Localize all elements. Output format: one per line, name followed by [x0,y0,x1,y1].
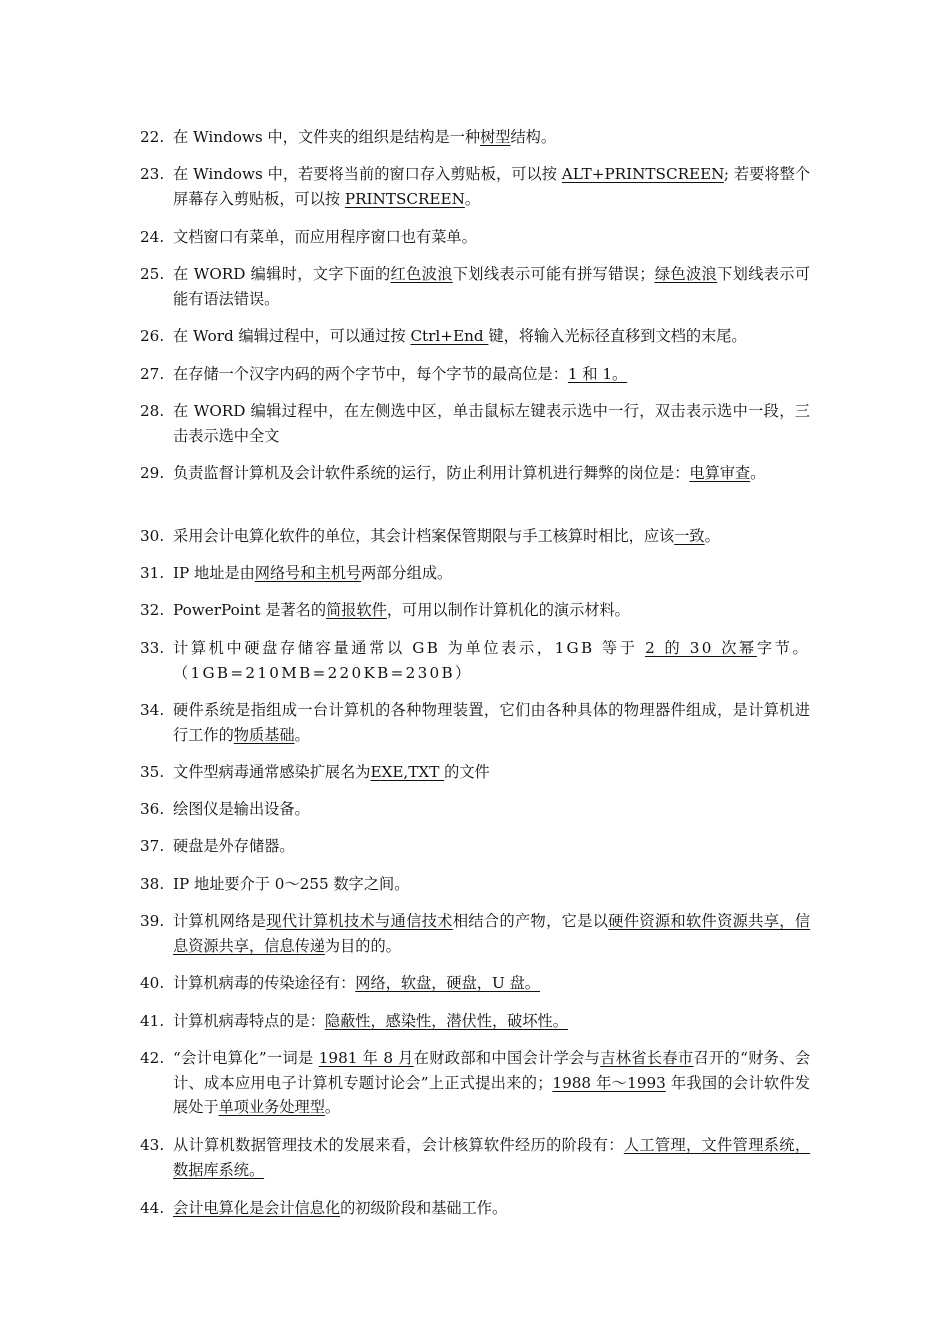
text-segment: 的初级阶段和基础工作。 [340,1199,508,1217]
item-text [173,524,810,549]
text-segment: 在存储一个汉字内码的两个字节中，每个字节的最高位是： [173,365,568,383]
text-segment: 采用会计电算化软件的单位，其会计档案保管期限与手工核算时相比，应该 [173,527,675,545]
list-item [140,362,810,387]
list-item [140,909,810,958]
text-segment: 下划线表示可能有拼写错误； [452,265,655,283]
text-segment: PowerPoint 是著名的 [173,601,327,619]
item-text [173,698,810,747]
answer-underline: 单项业务处理型 [218,1098,325,1116]
answer-underline: 电算审查 [689,464,751,482]
text-segment: 在 Word 编辑过程中，可以通过按 [173,327,411,345]
item-number: 22. [140,128,165,146]
text-segment: ; 若要将整个屏幕存入剪贴板，可以按 [173,165,811,208]
answer-underline: Ctrl+End [410,327,489,345]
list-item [140,598,810,623]
list-item [140,971,810,996]
item-text [173,636,810,685]
text-segment: 计算机病毒特点的是： [173,1012,325,1030]
text-segment: 从计算机数据管理技术的发展来看，会计核算软件经历的阶段有： [173,1136,624,1154]
text-segment: IP 地址要介于 0～255 数字之间。 [173,875,410,893]
item-text [173,598,810,623]
text-segment: 硬件系统是指组成一台计算机的各种物理装置，它们由各种具体的物理器件组成，是计算机进行工作的 [173,701,810,744]
answer-underline: 现代计算机技术与通信技术 [266,912,453,930]
item-number: 38. [140,875,165,893]
item-text [173,1133,810,1182]
list-item [140,872,810,897]
list-item [140,797,810,822]
answer-underline: 硬件资源和软件资源共享，信息资源共享，信息传递 [173,912,811,955]
item-number: 36. [140,800,165,818]
text-segment: 计算机中硬盘存储容量通常以 GB 为单位表示，1GB 等于 [173,639,646,657]
answer-underline: 树型 [480,128,511,146]
text-segment: 在 Windows 中，若要将当前的窗口存入剪贴板，可以按 [173,165,562,183]
item-number: 39. [140,912,165,930]
answer-underline: ALT+PRINTSCREEN [561,165,724,183]
item-text [173,1046,810,1120]
answer-underline: 1981 年 8 月 [318,1049,414,1067]
text-segment: 硬盘是外存储器。 [173,837,295,855]
item-number: 30. [140,527,165,545]
text-segment: 文档窗口有菜单，而应用程序窗口也有菜单。 [173,228,477,246]
item-text [173,909,810,958]
item-number: 29. [140,464,165,482]
answer-underline: 隐蔽性，感染性，潜伏性，破坏性。 [324,1012,568,1030]
item-number: 32. [140,601,165,619]
item-text [173,561,810,586]
text-segment: 计算机病毒的传染途径有： [173,974,356,992]
list-item [140,461,810,486]
item-number: 34. [140,701,165,719]
list-item [140,125,810,150]
item-number: 44. [140,1199,165,1217]
text-segment: ，可用以制作计算机化的演示材料。 [386,601,630,619]
item-number: 27. [140,365,165,383]
item-text [173,399,810,448]
list-item [140,262,810,311]
item-number: 41. [140,1012,165,1030]
item-text [173,1009,810,1034]
answer-underline: 红色波浪 [390,265,453,283]
text-segment: 键，将输入光标径直移到文档的末尾。 [488,327,747,345]
list-item [140,636,810,685]
item-number: 33. [140,639,165,657]
item-number: 24. [140,228,165,246]
text-segment: 在 WORD 编辑时，文字下面的 [173,265,391,283]
item-text [173,225,810,250]
answer-underline: 网络号和主机号 [254,564,362,582]
item-number: 25. [140,265,165,283]
item-text [173,362,810,387]
item-text [173,834,810,859]
text-segment: 相结合的产物，它是以 [452,912,609,930]
item-number: 35. [140,763,165,781]
text-segment: 年我国的会计软件发展处于 [173,1073,811,1116]
text-segment: 在 WORD 编辑过程中，在左侧选中区，单击鼠标左键表示选中一行，双击表示选中一段，三击表示选中全文 [173,402,810,445]
list-item [140,561,810,586]
item-number: 43. [140,1136,165,1154]
answer-underline: 简报软件 [326,601,387,619]
list-item [140,834,810,859]
text-segment: 。 [704,527,720,545]
answer-underline: 人工管理，文件管理系统，数据库系统。 [173,1136,811,1179]
item-text [173,324,810,349]
text-segment: 计算机网络是 [173,912,267,930]
answer-underline: PRINTSCREEN [344,189,465,208]
item-text [173,461,810,486]
item-text [173,971,810,996]
item-text [173,872,810,897]
list-item [140,324,810,349]
item-text [173,125,810,150]
item-number: 37. [140,837,165,855]
item-text [173,797,810,822]
item-number: 28. [140,402,165,420]
item-number: 31. [140,564,165,582]
text-segment: 文件型病毒通常感染扩展名为 [173,763,371,781]
text-segment: 在 Windows 中，文件夹的组织是结构是一种 [173,128,481,146]
text-segment: 。 [294,725,310,744]
answer-underline: 2 的 30 次幂 [645,639,757,657]
item-number: 42. [140,1049,165,1067]
text-segment: 结构。 [510,128,557,146]
text-segment: 下划线表示可能有语法错误。 [173,265,811,308]
text-segment: 。 [324,1098,341,1116]
item-text [173,262,810,311]
text-segment: 两部分组成。 [361,564,453,582]
list-item [140,1196,810,1221]
answer-underline: 1 和 1。 [567,365,628,383]
list-item [140,162,810,211]
list-item [140,399,810,448]
text-segment: “会计电算化”一词是 [173,1049,319,1067]
list-item [140,760,810,785]
text-segment: IP 地址是由 [173,564,255,582]
list-item [140,1133,810,1182]
item-number: 23. [140,165,165,183]
answer-underline: 1988 年～1993 [552,1073,666,1092]
item-text [173,760,810,785]
answer-underline: 绿色波浪 [654,265,718,283]
list-item [140,225,810,250]
list-item [140,1046,810,1120]
text-segment: 为目的的。 [324,936,401,955]
item-number: 40. [140,974,165,992]
text-segment: 在财政部和中国会计学会与 [413,1049,601,1067]
item-text [173,162,810,211]
item-number: 26. [140,327,165,345]
text-segment: 的文件 [444,763,490,781]
text-segment: 字节。（1GB=210MB=220KB=230B） [173,639,811,682]
answer-underline: 一致 [674,527,705,545]
answer-underline: 网络，软盘，硬盘，U 盘。 [355,974,540,992]
list-item [140,524,810,549]
text-segment: 。 [464,189,481,208]
answer-underline: EXE,TXT [370,763,445,781]
answer-underline: 会计电算化是会计信息化 [173,1199,341,1217]
text-segment: 召开的“财务、会计、成本应用电子计算机专题讨论会”上正式提出来的； [173,1049,811,1092]
item-text [173,1196,810,1221]
answer-underline: 物质基础 [233,725,295,744]
list-item [140,698,810,747]
text-segment: 负责监督计算机及会计软件系统的运行，防止利用计算机进行舞弊的岗位是： [173,464,690,482]
text-segment: 绘图仪是输出设备。 [173,800,310,818]
list-item [140,1009,810,1034]
text-segment: 。 [750,464,766,482]
answer-underline: 吉林省长春市 [600,1049,694,1067]
